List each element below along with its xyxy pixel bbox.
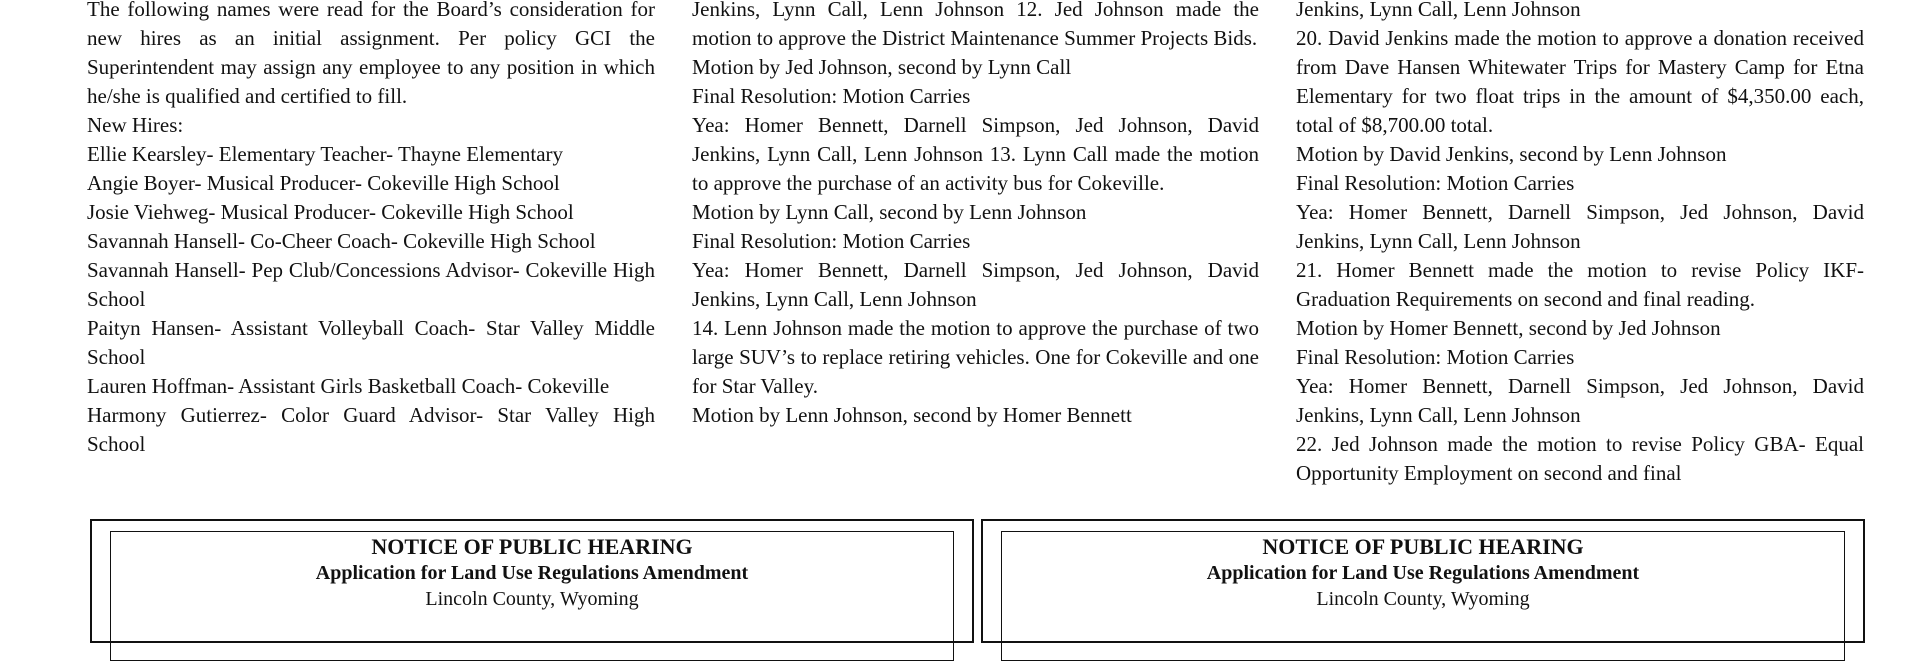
paragraph: Motion by Lynn Call, second by Lenn Johnson	[692, 200, 1087, 224]
public-notice-box-right	[981, 519, 1865, 643]
paragraph: Yea: Homer Bennett, Darnell Simpson, Jed Johnson, David Jenkins, Lynn Call, Lenn Johnson 13. Lynn Call made the motion to approve the purchase of an activity bus for Cokeville.	[692, 113, 1259, 195]
paragraph: New Hires:	[87, 113, 184, 137]
notice-subtitle: Application for Land Use Regulations Amendment	[1206, 562, 1640, 584]
paragraph: Lauren Hoffman- Assistant Girls Basketball Coach- Cokeville	[87, 374, 610, 398]
paragraph: Yea: Homer Bennett, Darnell Simpson, Jed Johnson, David Jenkins, Lynn Call, Lenn Johnson	[1296, 374, 1864, 427]
public-notice-box-left	[90, 519, 974, 643]
notice-inner-border	[110, 531, 954, 661]
paragraph: 14. Lenn Johnson made the motion to approve the purchase of two large SUV’s to replace retiring vehicles. One for Cokeville and one for Star Valley.	[692, 316, 1259, 398]
paragraph: Motion by Lenn Johnson, second by Homer Bennett	[692, 403, 1132, 427]
paragraph: Harmony Gutierrez- Color Guard Advisor- Star Valley High School	[87, 403, 655, 456]
paragraph: Final Resolution: Motion Carries	[692, 229, 971, 253]
notice-title: NOTICE OF PUBLIC HEARING	[371, 534, 693, 559]
notice-title: NOTICE OF PUBLIC HEARING	[1262, 534, 1584, 559]
paragraph: Motion by Homer Bennett, second by Jed Johnson	[1296, 316, 1721, 340]
paragraph: Yea: Homer Bennett, Darnell Simpson, Jed Johnson, David Jenkins, Lynn Call, Lenn Johnson	[1296, 200, 1864, 253]
paragraph: Jenkins, Lynn Call, Lenn Johnson 12. Jed Johnson made the motion to approve the District Maintenance Summer Projects Bids.	[692, 0, 1259, 50]
notice-location: Lincoln County, Wyoming	[425, 588, 639, 610]
paragraph: Savannah Hansell- Co-Cheer Coach- Cokeville High School	[87, 229, 596, 253]
paragraph: Yea: Homer Bennett, Darnell Simpson, Jed Johnson, David Jenkins, Lynn Call, Lenn Johnson	[692, 258, 1259, 311]
paragraph: Angie Boyer- Musical Producer- Cokeville High School	[87, 171, 560, 195]
paragraph: 20. David Jenkins made the motion to approve a donation received from Dave Hansen Whitewater Trips for Mastery Camp for Etna Elementary for two float trips in the amount of $4,350.00 each, total of $8,700.00 total.	[1296, 26, 1864, 137]
paragraph: Paityn Hansen- Assistant Volleyball Coach- Star Valley Middle School	[87, 316, 655, 369]
notice-subtitle: Application for Land Use Regulations Amendment	[315, 562, 749, 584]
paragraph: Final Resolution: Motion Carries	[1296, 345, 1575, 369]
notice-inner-border	[1001, 531, 1845, 661]
paragraph: Final Resolution: Motion Carries	[692, 84, 971, 108]
article-column-3	[1296, 0, 1864, 488]
article-column-1	[87, 0, 655, 459]
paragraph: Motion by Jed Johnson, second by Lynn Call	[692, 55, 1072, 79]
paragraph: Savannah Hansell- Pep Club/Concessions Advisor- Cokeville High School	[87, 258, 655, 311]
notice-location: Lincoln County, Wyoming	[1316, 588, 1530, 610]
article-column-2	[692, 0, 1259, 430]
paragraph: Ellie Kearsley- Elementary Teacher- Thayne Elementary	[87, 142, 564, 166]
paragraph: Jenkins, Lynn Call, Lenn Johnson	[1296, 0, 1581, 21]
paragraph: 22. Jed Johnson made the motion to revise Policy GBA- Equal Opportunity Employment on second and final	[1296, 432, 1864, 485]
paragraph: Motion by David Jenkins, second by Lenn Johnson	[1296, 142, 1727, 166]
paragraph: Josie Viehweg- Musical Producer- Cokeville High School	[87, 200, 574, 224]
paragraph: The following names were read for the Board’s consideration for new hires as an initial assignment. Per policy GCI the Superintendent may assign any employee to any position in which he/she is qualified and certified to fill.	[87, 0, 655, 108]
paragraph: Final Resolution: Motion Carries	[1296, 171, 1575, 195]
paragraph: 21. Homer Bennett made the motion to revise Policy IKF- Graduation Requirements on second and final reading.	[1296, 258, 1864, 311]
